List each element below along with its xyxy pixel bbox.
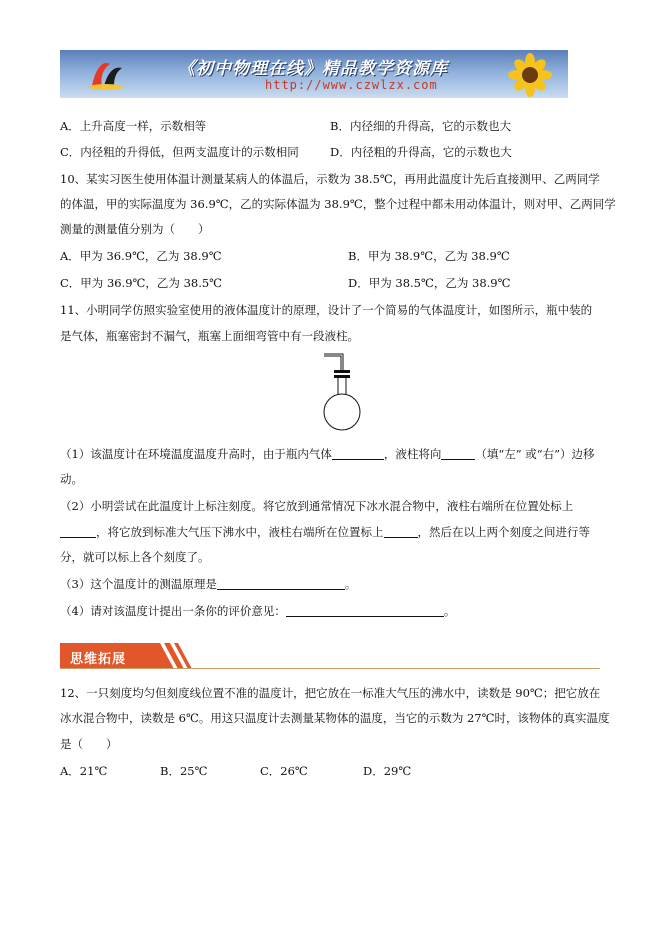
q12-text-line2: 冰水混合物中，读数是 6℃。用这只温度计去测量某物体的温度，当它的示数为 27℃时，该物体的真实温度 [60,711,610,725]
q11-part1 [60,446,595,462]
section-divider [60,668,600,669]
q11-part4-text: （4）请对该温度计提出一条你的评价意见： [60,604,286,618]
q11-part1-text-b: ，液柱将向 [383,447,442,461]
q11-text-line1: 11、小明同学仿照实验室使用的液体温度计的原理，设计了一个简易的气体温度计，如图所示，瓶中装的 [60,303,593,317]
answer-blank-principle[interactable] [217,577,345,590]
q11-part4-end: 。 [443,604,456,618]
q10-text-line2: 的体温，甲的实际温度为 36.9℃，乙的实际体温为 38.9℃，整个过程中都未用动体温计，则对甲、乙两同学 [60,197,616,211]
answer-blank-gas-change[interactable] [332,447,384,460]
q10-option-a: A．甲为 36.9℃，乙为 38.9℃ [60,249,222,263]
q12-option-c: C．26℃ [260,764,308,778]
q10-text-line3: 测量的测量值分别为（ ） [60,222,210,236]
q9-option-d: D．内径粗的升得高，它的示数也大 [330,145,512,159]
sunflower-icon [490,52,560,98]
banner-url: http://www.czwlzx.com [265,78,438,92]
q9-option-c: C．内径粗的升得低，但两支温度计的示数相同 [60,145,299,159]
q11-part2-text-c: ，然后在以上两个刻度之间进行等 [417,525,590,539]
q11-part1-text-a: （1）该温度计在环境温度温度升高时，由于瓶内气体 [60,447,332,461]
q10-option-b: B．甲为 38.9℃，乙为 38.9℃ [348,249,510,263]
answer-blank-direction[interactable] [441,447,475,460]
q12-text-line1: 12、一只刻度均匀但刻度线位置不准的温度计，把它放在一标准大气压的沸水中，读数是 90℃；把它放在 [60,686,601,700]
banner-title: 《初中物理在线》精品教学资源库 [178,59,448,79]
q11-part1-end: 动。 [60,472,83,486]
q11-part3-text: （3）这个温度计的测温原理是 [60,577,217,591]
q12-option-b: B．25℃ [160,764,208,778]
q12-option-d: D．29℃ [363,764,412,778]
section-tag-thinking-extension [60,643,192,669]
site-logo-icon [86,56,126,92]
answer-blank-evaluation[interactable] [286,604,444,617]
answer-blank-boiling-mark[interactable] [384,525,418,538]
header-banner [60,50,568,98]
q11-part2-text-b: ，将它放到标准大气压下沸水中，液柱右端所在位置标上 [96,525,384,539]
q12-option-a: A．21℃ [60,764,108,778]
q9-option-b: B．内径细的升得高，它的示数也大 [330,119,511,133]
q11-part3-end: 。 [344,577,357,591]
q11-part4 [60,603,455,619]
gas-thermometer-flask-figure [310,352,370,432]
q11-part2-line2 [60,524,590,540]
q12-text-line3: 是（ ） [60,737,118,751]
q11-part2-line3: 分，就可以标上各个刻度了。 [60,550,210,564]
q11-part1-text-c: （填“左” 或“右”）边移 [475,447,595,461]
q11-text-line2: 是气体，瓶塞密封不漏气，瓶塞上面细弯管中有一段液柱。 [60,329,359,343]
q10-option-d: D．甲为 38.5℃，乙为 38.9℃ [348,276,511,290]
q10-option-c: C．甲为 36.9℃，乙为 38.5℃ [60,276,223,290]
q9-option-a: A．上升高度一样，示数相等 [60,119,207,133]
answer-blank-ice-mark[interactable] [60,525,96,538]
section-tag-label: 思维拓展 [70,652,127,667]
q10-text-line1: 10、某实习医生使用体温计测量某病人的体温后，示数为 38.5℃，再用此温度计先后直接测甲、乙两同学 [60,172,600,186]
q11-part3 [60,576,356,592]
q11-part2-line1: （2）小明尝试在此温度计上标注刻度。将它放到通常情况下冰水混合物中，液柱右端所在位置处标上 [60,499,574,513]
